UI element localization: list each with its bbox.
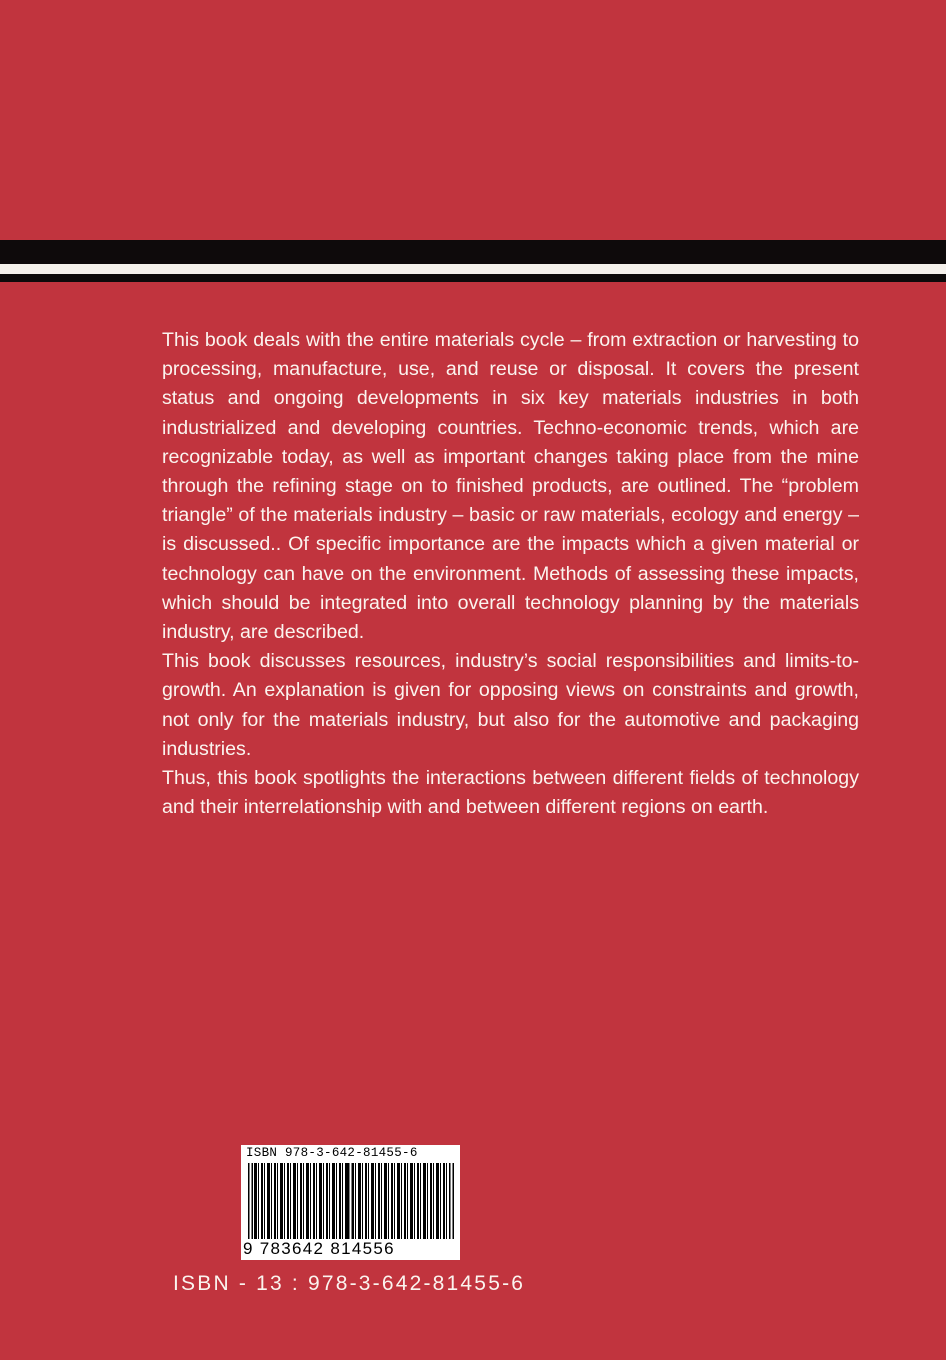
isbn-13: ISBN - 13 : 978-3-642-81455-6 — [173, 1272, 526, 1295]
blurb-paragraph-2: This book discusses resources, industry’s social responsibilities and limits-to-growth. An explanation is given for opposing views on constraints and growth, not only for the materials industry, but also for the automotive and packaging industries. — [162, 650, 859, 760]
black-stripe-bottom — [0, 274, 946, 282]
back-cover-blurb — [162, 326, 859, 822]
barcode-digits: 9 783642 814556 — [243, 1239, 458, 1259]
blurb-paragraph-3: Thus, this book spotlights the interactions between different fields of technology and their interrelationship with and between different regions on earth. — [162, 767, 859, 819]
black-stripe-top — [0, 240, 946, 264]
white-stripe — [0, 264, 946, 274]
barcode — [241, 1145, 460, 1260]
blurb-paragraph-1: This book deals with the entire materials cycle – from extraction or harvesting to processing, manufacture, use, and reuse or disposal. It covers the present status and ongoing developments in six key materials industries in both industrialized and developing countries. Techno-economic trends, which are recognizable today, as well as important changes taking place from the mine through the refining stage on to finished products, are outlined. The “problem triangle” of the materials industry – basic or raw materials, ecology and energy – is discussed.. Of specific importance are the impacts which a given material or technology can have on the environment. Methods of assessing these impacts, which should be integrated into overall technology planning by the materials industry, are described. — [162, 329, 859, 644]
barcode-isbn-label: ISBN 978-3-642-81455-6 — [246, 1146, 418, 1160]
